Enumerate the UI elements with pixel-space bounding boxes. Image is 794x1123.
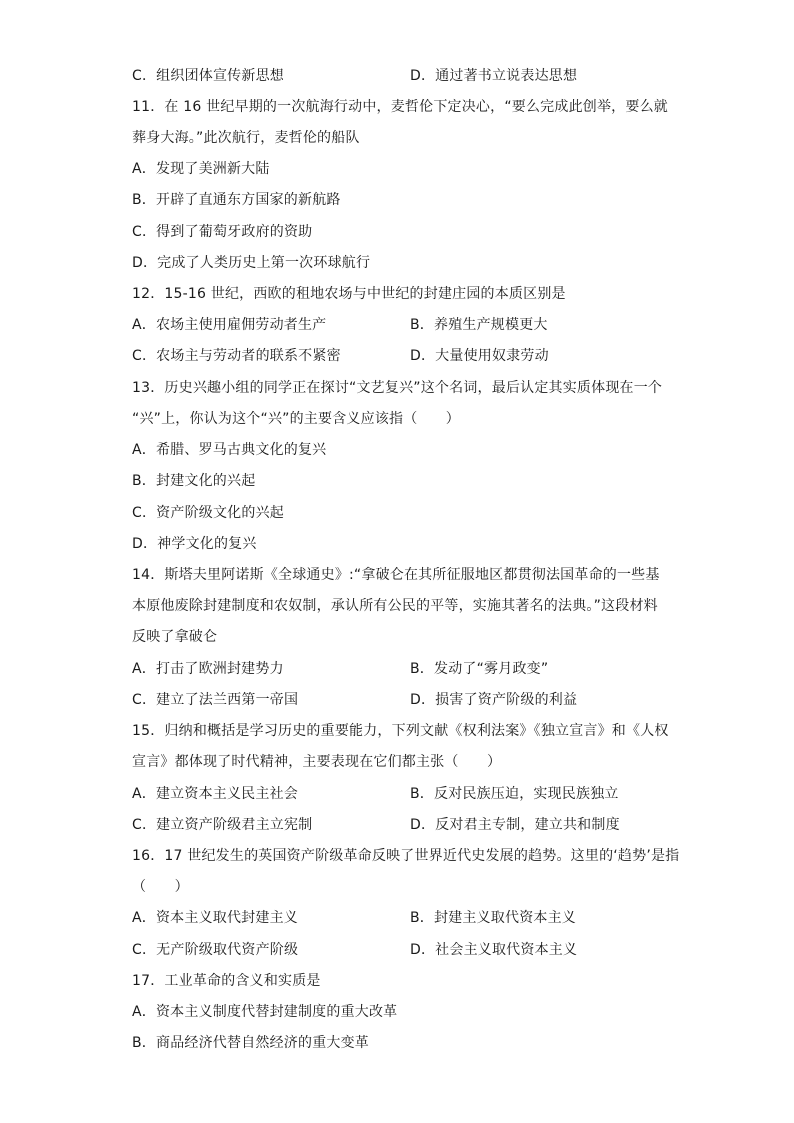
- q11-stem-line2: 葬身大海。”此次航行，麦哲伦的船队: [132, 130, 360, 146]
- q13-option-a[interactable]: A．希腊、罗马古典文化的复兴: [132, 442, 327, 458]
- q11-stem-line1: 11．在 16 世纪早期的一次航海行动中，麦哲伦下定决心，“要么完成此创举，要么就: [132, 99, 668, 115]
- q14-stem-line1: 14．斯塔夫里阿诺斯《全球通史》:“拿破仑在其所征服地区都贯彻法国革命的一些基: [132, 567, 660, 583]
- q17-option-a[interactable]: A．资本主义制度代替封建制度的重大改革: [132, 1004, 398, 1020]
- q15-option-a[interactable]: A．建立资本主义民主社会: [132, 786, 298, 802]
- q16-option-a[interactable]: A．资本主义取代封建主义: [132, 910, 298, 926]
- q15-option-b[interactable]: B．反对民族压迫，实现民族独立: [410, 786, 619, 802]
- q16-option-b[interactable]: B．封建主义取代资本主义: [410, 910, 577, 926]
- q13-option-c[interactable]: C．资产阶级文化的兴起: [132, 505, 284, 521]
- q10-option-d[interactable]: D．通过著书立说表达思想: [410, 68, 578, 84]
- q14-option-c[interactable]: C．建立了法兰西第一帝国: [132, 692, 299, 708]
- q17-option-b[interactable]: B．商品经济代替自然经济的重大变革: [132, 1035, 370, 1051]
- q14-option-d[interactable]: D．损害了资产阶级的利益: [410, 692, 578, 708]
- q12-option-b[interactable]: B．养殖生产规模更大: [410, 317, 548, 333]
- q15-option-d[interactable]: D．反对君主专制，建立共和制度: [410, 817, 620, 833]
- q14-stem-line3: 反映了拿破仑: [132, 629, 218, 645]
- q15-option-c[interactable]: C．建立资产阶级君主立宪制: [132, 817, 313, 833]
- q13-option-b[interactable]: B．封建文化的兴起: [132, 473, 256, 489]
- q11-option-d[interactable]: D．完成了人类历史上第一次环球航行: [132, 255, 371, 271]
- q15-stem-line1: 15．归纳和概括是学习历史的重要能力，下列文献《权利法案》《独立宣言》和《人权: [132, 723, 669, 739]
- q14-stem-line2: 本原他废除封建制度和农奴制，承认所有公民的平等，实施其著名的法典。”这段材料: [132, 598, 658, 614]
- q11-option-b[interactable]: B．开辟了直通东方国家的新航路: [132, 192, 341, 208]
- q14-option-a[interactable]: A．打击了欧洲封建势力: [132, 661, 284, 677]
- q11-option-a[interactable]: A．发现了美洲新大陆: [132, 161, 270, 177]
- q16-stem-line2: （ ）: [132, 879, 189, 895]
- q12-stem-line1: 12．15-16 世纪，西欧的租地农场与中世纪的封建庄园的本质区别是: [132, 286, 566, 302]
- q15-stem-line2: 宣言》都体现了时代精神，主要表现在它们都主张（ ）: [132, 754, 502, 770]
- q16-option-c[interactable]: C．无产阶级取代资产阶级: [132, 942, 299, 958]
- q14-option-b[interactable]: B．发动了“雾月政变”: [410, 661, 549, 677]
- q13-stem-line2: “兴”上，你认为这个“兴”的主要含义应该指（ ）: [132, 411, 461, 427]
- q17-stem-line1: 17．工业革命的含义和实质是: [132, 973, 321, 989]
- q12-option-c[interactable]: C．农场主与劳动者的联系不紧密: [132, 348, 341, 364]
- q16-option-d[interactable]: D．社会主义取代资本主义: [410, 942, 578, 958]
- q13-option-d[interactable]: D．神学文化的复兴: [132, 536, 257, 552]
- q11-option-c[interactable]: C．得到了葡萄牙政府的资助: [132, 224, 313, 240]
- q10-option-c[interactable]: C．组织团体宣传新思想: [132, 68, 284, 84]
- q16-stem-line1: 16．17 世纪发生的英国资产阶级革命反映了世界近代史发展的趋势。这里的‘趋势’是指: [132, 848, 680, 864]
- q12-option-d[interactable]: D．大量使用奴隶劳动: [410, 348, 549, 364]
- q12-option-a[interactable]: A．农场主使用雇佣劳动者生产: [132, 317, 327, 333]
- q13-stem-line1: 13．历史兴趣小组的同学正在探讨“文艺复兴”这个名词，最后认定其实质体现在一个: [132, 380, 663, 396]
